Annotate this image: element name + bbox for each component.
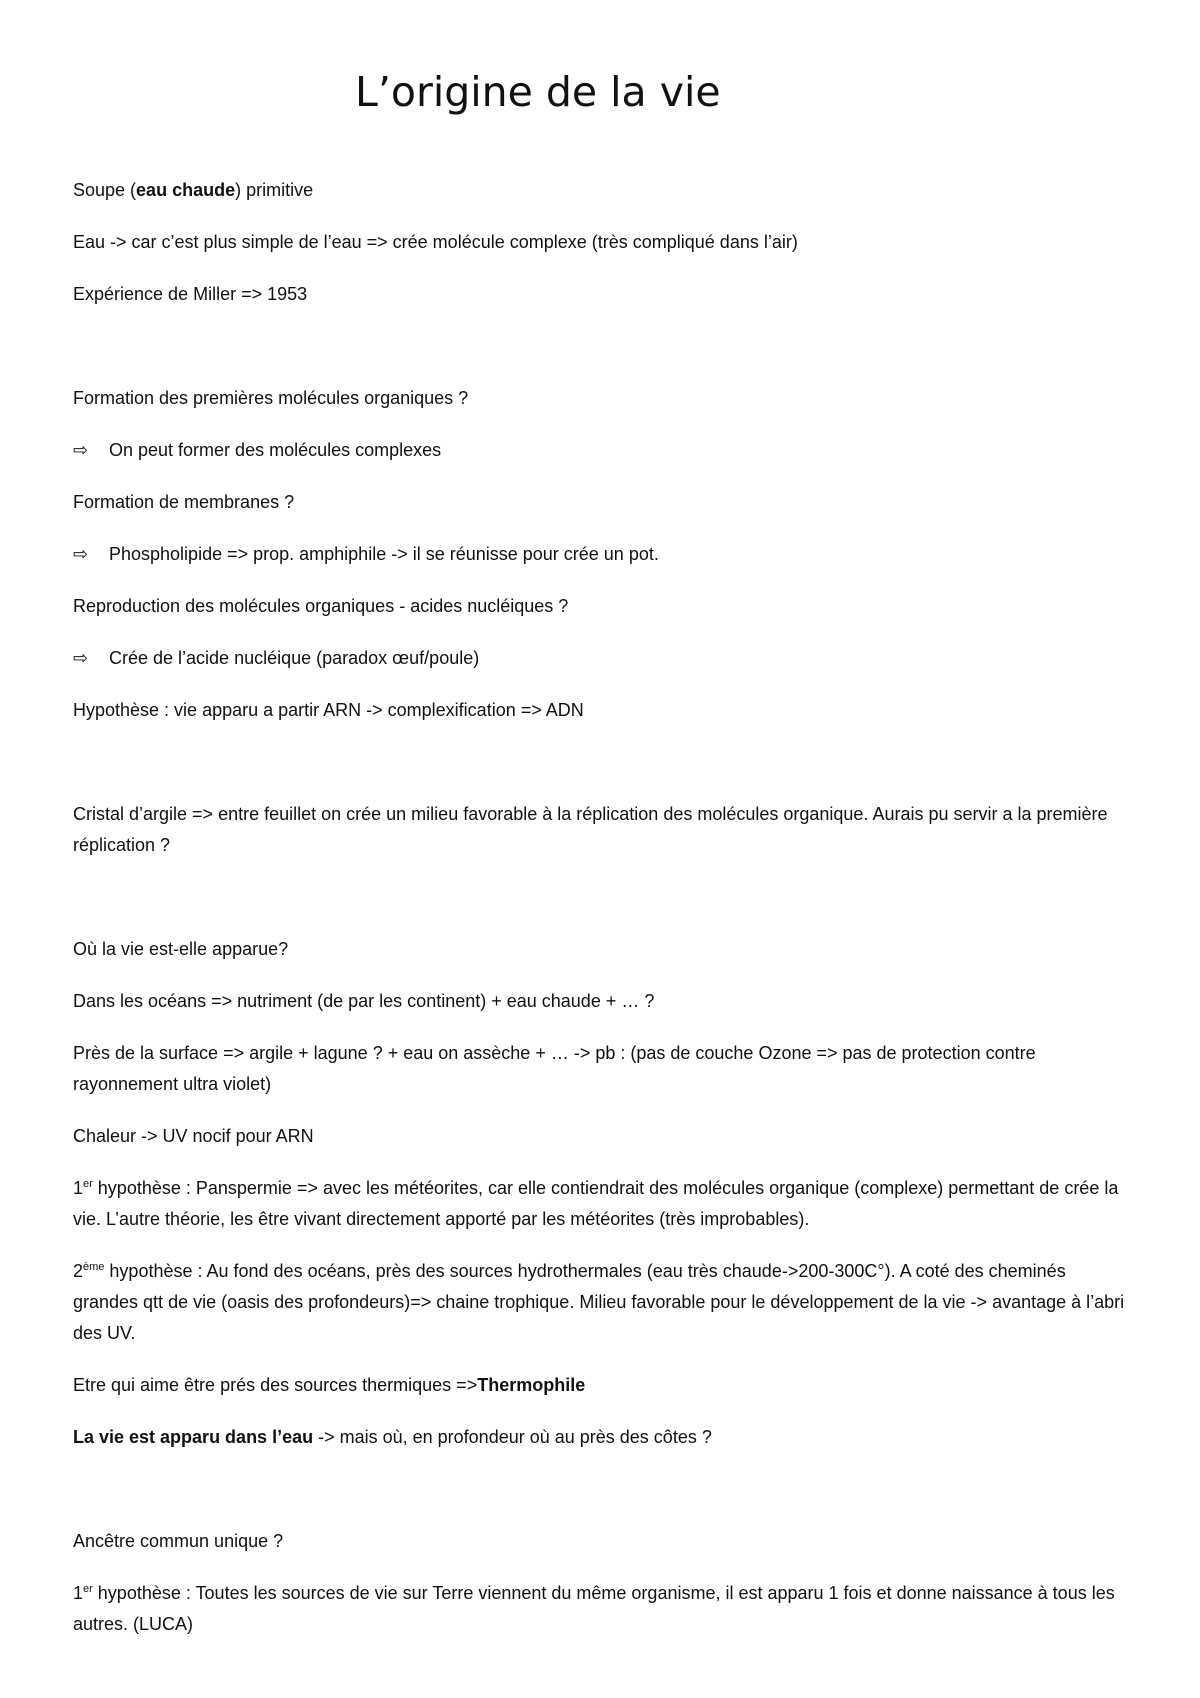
paragraph-ancetre: Ancêtre commun unique ? [73,1531,284,1551]
text-run: 1 [73,1178,84,1198]
paragraph-ou-vie: Où la vie est-elle apparue? [73,939,289,959]
superscript: ème [83,1261,105,1273]
bullet-acide [73,643,1133,674]
spacer [73,882,1133,934]
bold-run: eau chaude [136,180,236,200]
paragraph-thermophile [73,1370,1133,1401]
spacer [73,747,1133,799]
paragraph-chaleur: Chaleur -> UV nocif pour ARN [73,1126,314,1146]
spacer [73,331,1133,383]
text-run: Etre qui aime être prés des sources thermiques => [73,1375,478,1395]
paragraph-hypothese-2 [73,1256,1133,1349]
bullet-text: On peut former des molécules complexes [109,440,442,460]
arrow-icon: ⇨ [73,440,89,460]
spacer [73,1474,1133,1526]
paragraph-cristal: Cristal d’argile => entre feuillet on crée un milieu favorable à la réplication des molécules organique. Aurais pu servir a la première réplication ? [73,804,1108,855]
paragraph-oceans: Dans les océans => nutriment (de par les continent) + eau chaude + … ? [73,991,655,1011]
paragraph-eau: Eau -> car c’est plus simple de l’eau => crée molécule complexe (très compliqué dans l’air) [73,232,798,252]
arrow-icon: ⇨ [73,544,89,564]
text-run: hypothèse : Toutes les sources de vie sur Terre viennent du même organisme, il est apparu 1 fois et donne naissance à tous les autres. (LUCA) [73,1583,1115,1634]
bullet-text: Phospholipide => prop. amphiphile -> il se réunisse pour crée un pot. [109,544,659,564]
text-run: Soupe ( [73,180,137,200]
text-run: hypothèse : Au fond des océans, près des sources hydrothermales (eau très chaude->200-300C°). A coté des cheminés grandes qtt de vie (oasis des profondeurs)=> chaine trophique. Milieu favorable pour le développement de la vie -> avantage à l’abri des UV. [73,1261,1125,1343]
bullet-molecules [73,435,1133,466]
paragraph-miller: Expérience de Miller => 1953 [73,284,308,304]
paragraph-luca [73,1578,1133,1640]
text-run: -> mais où, en profondeur où au près des côtes ? [313,1427,712,1447]
paragraph-soupe [73,175,1133,206]
paragraph-vie-eau [73,1422,1133,1453]
text-run: 1 [73,1583,84,1603]
superscript: er [83,1583,93,1595]
text-run: hypothèse : Panspermie => avec les météorites, car elle contiendrait des molécules organique (complexe) permettant de crée la vie. L’autre théorie, les être vivant directement apporté par les météorites (très improbables). [73,1178,1119,1229]
paragraph-surface: Près de la surface => argile + lagune ? + eau on assèche + … -> pb : (pas de couche Ozone => pas de protection contre rayonnement ultra violet) [73,1043,1036,1094]
paragraph-formation-molecules: Formation des premières molécules organiques ? [73,388,469,408]
text-run: ) primitive [235,180,314,200]
paragraph-hypothese-1 [73,1173,1133,1235]
paragraph-hypothese-arn: Hypothèse : vie apparu a partir ARN -> complexification => ADN [73,700,584,720]
bold-run: Thermophile [477,1375,586,1395]
arrow-icon: ⇨ [73,648,89,668]
bullet-phospholipide [73,539,1133,570]
paragraph-membranes: Formation de membranes ? [73,492,295,512]
document-body [73,175,1133,1661]
page-title: L’origine de la vie [355,68,721,116]
paragraph-reproduction: Reproduction des molécules organiques - acides nucléiques ? [73,596,569,616]
bullet-text: Crée de l’acide nucléique (paradox œuf/poule) [109,648,480,668]
text-run: 2 [73,1261,84,1281]
bold-run: La vie est apparu dans l’eau [73,1427,314,1447]
superscript: er [83,1178,93,1190]
